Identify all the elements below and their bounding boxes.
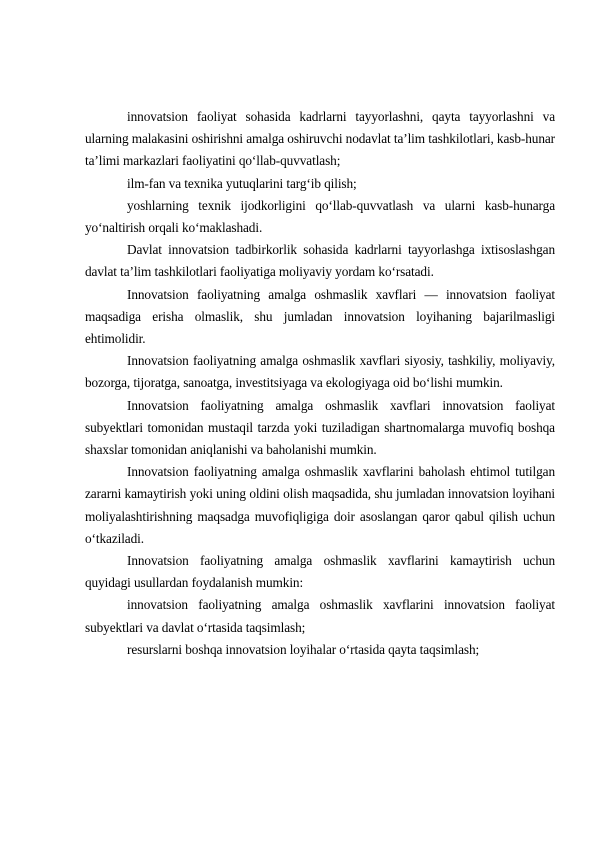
paragraph: Innovatsion faoliyatning amalga oshmaslik xavflarini kamaytirish uchun quyidagi usullardan foydalanish mumkin: (85, 553, 555, 591)
paragraph: innovatsion faoliyatning amalga oshmaslik xavflarini innovatsion faoliyat subyektlari va davlat o‘rtasida taqsimlash; (85, 597, 555, 635)
paragraph: Davlat innovatsion tadbirkorlik sohasida kadrlarni tayyorlashga ixtisoslashgan davlat ta’lim tashkilotlari faoliyatiga moliyaviy yordam ko‘rsatadi. (85, 242, 555, 280)
paragraph: Innovatsion faoliyatning amalga oshmaslik xavflari siyosiy, tashkiliy, moliyaviy, bozorga, tijoratga, sanoatga, investitsiyaga va ekologiyaga oid bo‘lishi mumkin. (85, 353, 555, 391)
document-body (85, 106, 555, 661)
paragraph: Innovatsion faoliyatning amalga oshmaslik xavflari — innovatsion faoliyat maqsadiga erisha olmaslik, shu jumladan innovatsion loyihaning bajarilmasligi ehtimolidir. (85, 286, 555, 347)
paragraph: ilm-fan va texnika yutuqlarini targ‘ib qilish; (127, 175, 357, 191)
paragraph: yoshlarning texnik ijodkorligini qo‘llab-quvvatlash va ularni kasb-hunarga yo‘naltirish orqali ko‘maklashadi. (85, 197, 555, 236)
paragraph: Innovatsion faoliyatning amalga oshmaslik xavflarini baholash ehtimol tutilgan zararni kamaytirish yoki uning oldini olish maqsadida, shu jumladan innovatsion loyihani moliyalashtirishning maqsadga muvofiqligiga doir asoslangan qaror qabul qilish uchun o‘tkaziladi. (85, 464, 555, 546)
paragraph: Innovatsion faoliyatning amalga oshmaslik xavflari innovatsion faoliyat subyektlari tomonidan mustaqil tarzda yoki tuziladigan shartnomalarga muvofiq boshqa shaxslar tomonidan aniqlanishi va baholanishi mumkin. (85, 397, 555, 458)
paragraph: innovatsion faoliyat sohasida kadrlarni tayyorlashni, qayta tayyorlashni va ularning malakasini oshirishni amalga oshiruvchi nodavlat ta’lim tashkilotlari, kasb-hunar ta’limi markazlari faoliyatini qo‘llab-quvvatlash; (85, 109, 555, 169)
paragraph: resurslarni boshqa innovatsion loyihalar o‘rtasida qayta taqsimlash; (127, 641, 480, 657)
